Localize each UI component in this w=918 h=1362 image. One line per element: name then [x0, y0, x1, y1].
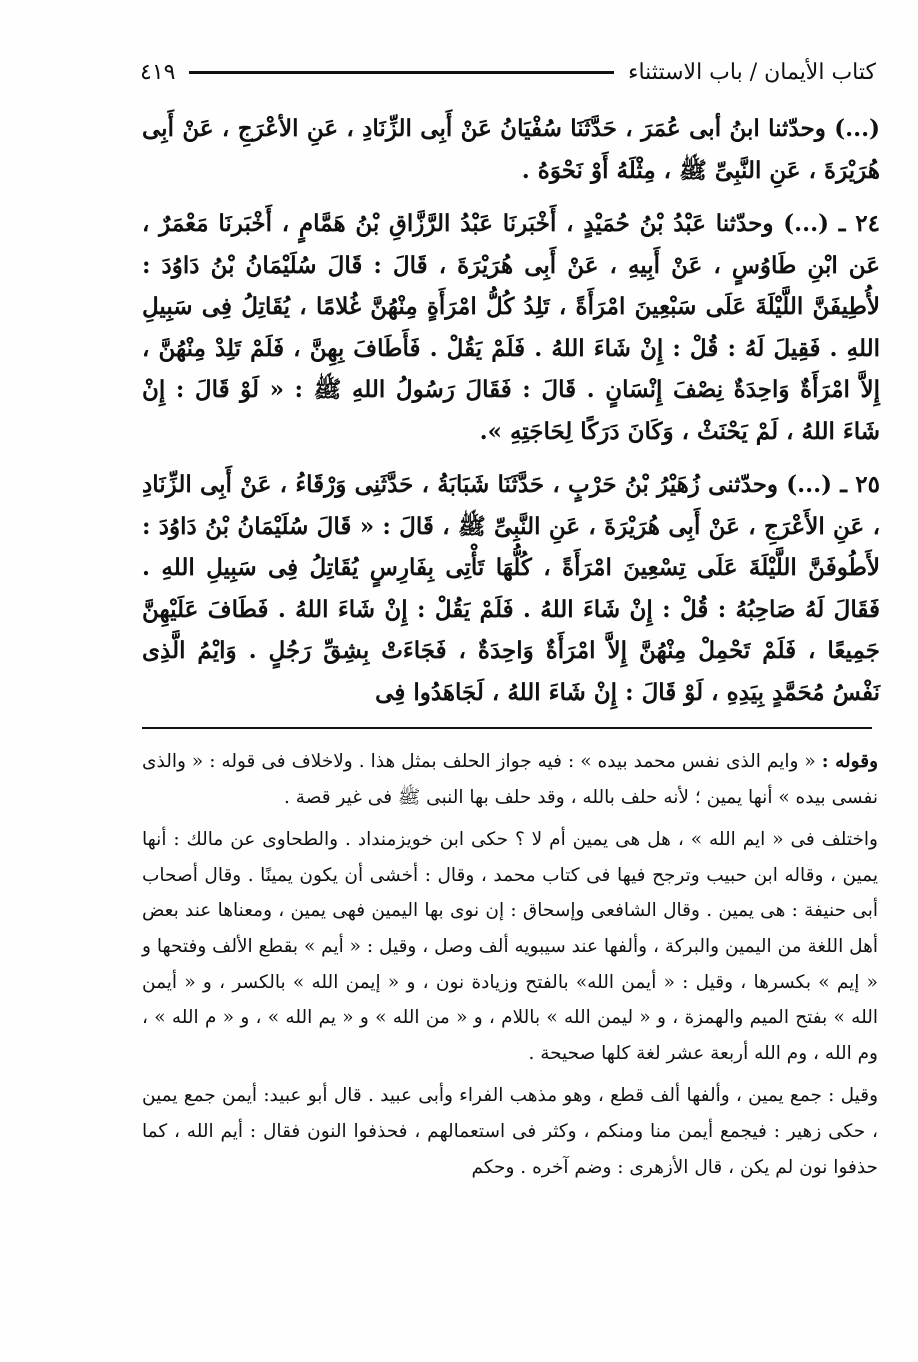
hadith-paragraph: ٢٤ ـ (...) وحدّثنا عَبْدُ بْنُ حُمَيْدٍ ، أَخْبَرنَا عَبْدُ الرَّزَّاقِ بْنُ هَمَّامٍ ، أَخْبَرنَا مَعْمَرٌ ، عَن ابْنِ طَاوُسٍ ، عَنْ أَبِيهِ ، عَنْ أَبِى هُرَيْرَةَ ، قَالَ : قَالَ سُلَيْمَانُ بْنُ دَاوُدَ : لأُطِيفَنَّ اللَّيْلَةَ عَلَى سَبْعِينَ امْرَأَةً ، تَلِدُ كُلُّ امْرَأَةٍ مِنْهُنَّ غُلامًا ، يُقَاتِلُ فِى سَبِيلِ اللهِ . فَقِيلَ لَهُ : قُلْ : إِنْ شَاءَ اللهُ . فَلَمْ يَقُلْ . فَأَطَافَ بِهِنَّ ، فَلَمْ تَلِدْ مِنْهُنَّ ، إِلاَّ امْرَأَةٌ وَاحِدَةٌ نِصْفَ إِنْسَانٍ . قَالَ : فَقَالَ رَسُولُ اللهِ ﷺ : « لَوْ قَالَ : إِنْ شَاءَ اللهُ ، لَمْ يَحْنَثْ ، وَكَانَ دَرَكًا لِحَاجَتِهِ ».	[142, 210, 880, 445]
footnote-divider	[142, 727, 872, 729]
commentary-paragraph	[142, 1078, 878, 1185]
commentary-paragraph	[142, 822, 878, 1071]
commentary-body: « وايم الذى نفس محمد بيده » : فيه جواز الحلف بمثل هذا . ولاخلاف فى قوله : « والذى نفسى بيده » أنها يمين ؛ لأنه حلف بالله ، وقد حلف بها النبى ﷺ فى غير قصة .	[142, 751, 878, 808]
commentary-paragraph	[142, 744, 878, 815]
chapter-title: كتاب الأيمان / باب الاستثناء	[628, 59, 876, 85]
commentary-lead: وقوله :	[821, 751, 878, 772]
page-number: ٤١٩	[140, 59, 176, 85]
commentary	[142, 744, 878, 1192]
running-header	[140, 52, 876, 92]
commentary-body: وقيل : جمع يمين ، وألفها ألف قطع ، وهو مذهب الفراء وأبى عبيد . قال أبو عبيد: أيمن جمع يمين ، حكى زهير : فيجمع أيمن منا ومنكم ، وكثر فى استعمالهم ، فحذفوا النون فقال : أيم الله ، كما حذفوا نون لم يكن ، قال الأزهرى : وضم آخره . وحكم	[142, 1085, 878, 1178]
hadith-text	[142, 108, 880, 725]
hadith-paragraph: ٢٥ ـ (...) وحدّثنى زُهَيْرُ بْنُ حَرْبٍ ، حَدَّثَنَا شَبَابَةُ ، حَدَّثَنِى وَرْقَاءُ ، عَنْ أَبِى الزِّنَادِ ، عَنِ الأَعْرَجِ ، عَنْ أَبِى هُرَيْرَةَ ، عَنِ النَّبِىِّ ﷺ ، قَالَ : « قَالَ سُلَيْمَانُ بْنُ دَاوُدَ : لأَطُوفَنَّ اللَّيْلَةَ عَلَى تِسْعِينَ امْرَأَةً ، كُلُّهَا تَأْتِى بِفَارِسٍ يُقَاتِلُ فِى سَبِيلِ اللهِ . فَقَالَ لَهُ صَاحِبُهُ : قُلْ : إِنْ شَاءَ اللهُ . فَلَمْ يَقُلْ : إِنْ شَاءَ اللهُ . فَطَافَ عَلَيْهِنَّ جَمِيعًا ، فَلَمْ تَحْمِلْ مِنْهُنَّ إِلاَّ امْرَأَةٌ وَاحِدَةٌ ، فَجَاءَتْ بِشِقِّ رَجُلٍ . وَايْمُ الَّذِى نَفْسُ مُحَمَّدٍ بِيَدِهِ ، لَوْ قَالَ : إِنْ شَاءَ اللهُ ، لَجَاهَدُوا فِى	[142, 471, 880, 706]
hadith-paragraph: (...) وحدّثنا ابنُ أبى عُمَرَ ، حَدَّثَنَا سُفْيَانُ عَنْ أَبِى الزِّنَادِ ، عَنِ الأعْرَجِ ، عَنْ أَبِى هُرَيْرَةَ ، عَنِ النَّبِىِّ ﷺ ، مِثْلَهُ أَوْ نَحْوَهُ .	[142, 115, 880, 184]
header-rule	[189, 71, 614, 74]
commentary-body: واختلف فى « ايم الله » ، هل هى يمين أم لا ؟ حكى ابن خويزمنداد . والطحاوى عن مالك : أنها يمين ، وقاله ابن حبيب وترجح فيها فى كتاب محمد ، وقال : أخشى أن يكون يمينًا . وقال أصحاب أبى حنيفة : هى يمين . وقال الشافعى وإسحاق : إن نوى بها اليمين فهى يمين ، ومعناها عند بعض أهل اللغة من اليمين والبركة ، وألفها عند سيبويه ألف وصل ، وقيل : « أيم » بقطع الألف وفتحها و « إيم » بكسرها ، وقيل : « أيمن الله» بالفتح وزيادة نون ، و « إيمن الله » بالكسر ، و « أيمن الله » بفتح الميم والهمزة ، و « ليمن الله » باللام ، و « من الله » و « يم الله » ، و « م الله » ، وم الله ، وم الله أربعة عشر لغة كلها صحيحة .	[142, 829, 878, 1064]
